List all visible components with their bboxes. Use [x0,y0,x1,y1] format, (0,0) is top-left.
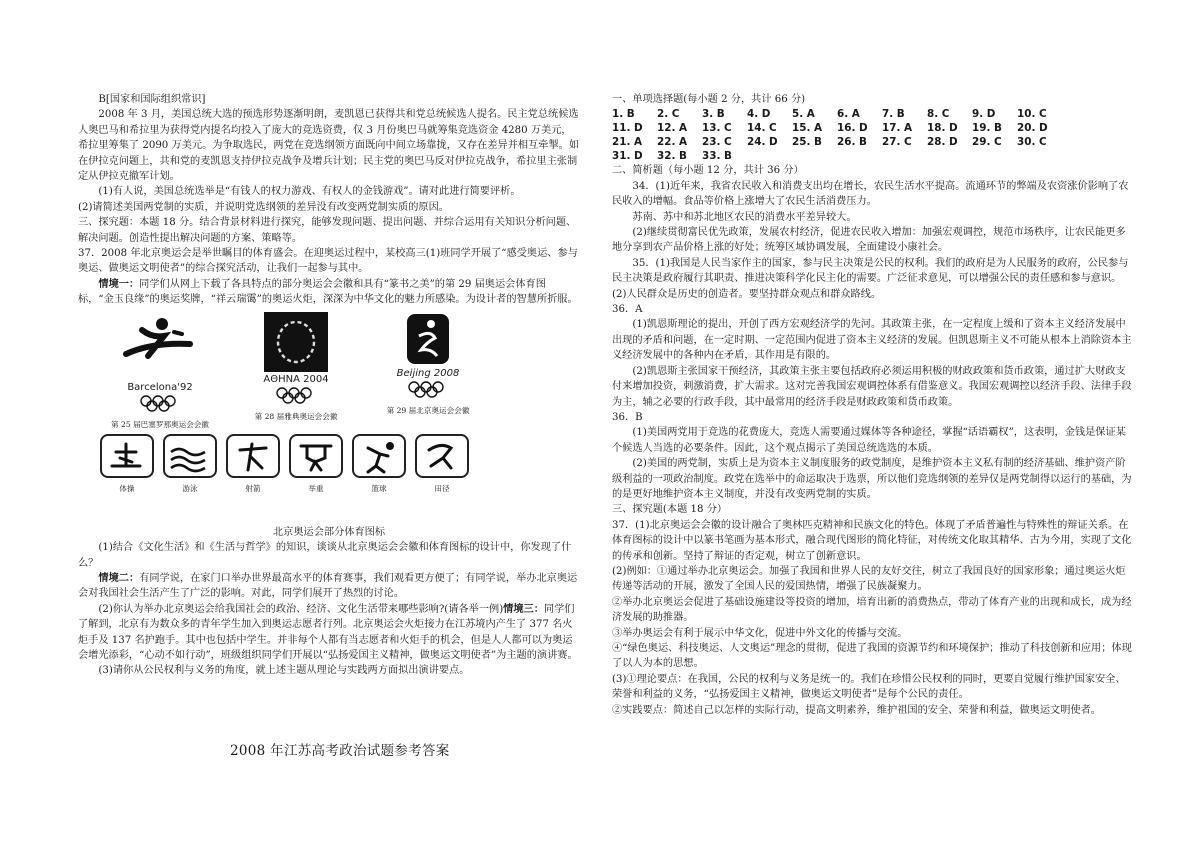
gymnastics-icon [102,436,152,476]
answer-table [612,107,1062,163]
swimming-pictogram [163,434,217,496]
question-37: 37．2008 年北京奥运会是举世瞩目的体育盛会。在迎奥运过程中，某校高三(1)班同学开展了“感受奥运、参与奥运、做奥运文明使者”的综合探究活动，让我们一起参与其中。 [78,248,578,275]
answer-cell: 14. C [747,122,777,135]
answer-36b-heading: 36．B [612,411,643,423]
answer-row [612,135,1062,149]
answer-cell: 12. A [657,122,688,135]
answer-36b-1: (1)美国两党用于竞选的花费庞大，竞选人需要通过媒体等各种途径，掌握“话语霸权”，这表明，金钱是保证某个候选人当选的必要条件。因此，这个观点揭示了美国总统选选的本质。 [612,427,1126,454]
athens-logo [236,312,356,425]
answer-cell: 32. B [657,150,687,163]
answer-cell: 4. D [747,108,771,121]
weightlifting-icon [291,436,341,476]
answer-cell: 13. C [702,122,732,135]
scene-1-label: 情境一： [98,277,140,290]
athletics-pictogram [415,434,469,496]
question-37-2 [78,602,580,664]
answer-36a-2: (2)凯恩斯主张国家干预经济，其政策主张主要包括政府必须运用积极的财政政策和货币政策，通过扩大财政支付来增加投资，刺激消费，扩大需求。这对完善我国宏观调控体系有借鉴意义。我国宏观调控以经济手段、法律手段为主，辅之必要的行政手段，其中最常用的经济手段是财政政策和货币政策。 [612,365,1132,408]
section-1-heading: 一、单项选择题(每小题 2 分，共计 66 分) [612,94,806,105]
basketball-pictogram [352,434,406,496]
answer-cell: 19. B [972,122,1002,135]
athens-caption: 第 28 届雅典奥运会会徽 [254,412,338,422]
scene-1 [78,277,580,308]
answer-37-2d: ④“绿色奥运、科技奥运、人文奥运”理念的贯彻，促进了我国的资源节约和环境保护；推动了科技创新和应用；体现了以人为本的思想。 [612,643,1132,670]
olympic-figure [78,312,580,517]
answer-cell: 22. A [657,136,688,149]
material-paragraph: 2008 年 3 月，美国总统大选的预选形势逐渐明朗，麦凯恩已获得共和党总统候选人提名。民主党总统候选人奥巴马和希拉里为获得党内提名均投入了庞大的竞选资费，仅 3 月份奥巴马就筹集竞选资金 4280 万美元，希拉里筹集了 2090 万美元。为争取选民，两党在竞选纲领方面既向中间立场靠拢，又存在差异并相互牵掣。如在伊拉克问题上，共和党的麦凯恩支持伊拉克战争及增兵计划；民主党的奥巴马反对伊拉克战争，希拉里主张制定从伊拉克撤军计划。 [78,109,580,183]
left-column [78,92,580,679]
answer-cell: 17. A [882,122,913,135]
scene-2-label: 情境二： [98,571,140,584]
right-column [612,92,1134,718]
answer-cell: 26. B [837,136,867,149]
answer-36b-2: (2)美国的两党制，实质上是为资本主义制度服务的政党制度，是维护资本主义私有制的经济基础、维护资产阶级利益的一项政治制度。政党在选举中的命运取决于选票，所以他们竞选纲领的差异仅是两党制得以运行的基础，为的是更好地维护资本主义制度，并没有改变两党制的实质。 [612,458,1132,500]
scene-3-label: 情境三： [503,602,544,615]
answer-34-1b: 苏南、苏中和苏北地区农民的消费水平差异较大。 [632,211,857,223]
answer-37-2b: ②举办北京奥运会促进了基础设施建设等投资的增加，培育出新的消费热点，带动了体育产业的出现和成长，成为经济发展的助推器。 [612,596,1132,624]
olympic-rings-icon [406,381,450,399]
answer-34-2: (2)继续贯彻富民优先政策，发展农村经济，促进农民收入增加：加强宏观调控，规范市场秩序，让农民能更多地分享到农产品价格上涨的好处；统筹区域协调发展，全面建设小康社会。 [612,227,1126,254]
athens-wreath-icon [264,312,328,372]
question-2: (2)请简述美国两党制的实质，并说明党选纲领的差异没有改变两党制实质的原因。 [78,201,449,213]
answer-37-2c: ③举办奥运会有利于展示中华文化，促进中外文化的传播与交流。 [612,627,908,639]
answer-37-3b: ②实践要点：简述自己以怎样的实际行动，提高文明素养，维护祖国的安全、荣誉和利益，做奥运文明使者。 [612,704,1101,716]
answer-cell: 31. D [612,150,643,163]
answer-cell: 29. C [972,136,1002,149]
answer-cell: 28. D [927,136,958,149]
weightlifting-pictogram [289,434,343,496]
barcelona-mark: Barcelona'92 [127,381,193,393]
answer-row [612,121,1062,135]
archery-pictogram [226,434,280,496]
athens-mark: AΘHNA 2004 [263,373,329,385]
answer-37-2: (2)例如：①通过举办北京奥运会。加强了我国和世界人民的友好交往，树立了我国良好的国家形象；通过奥运火炬传递等活动的开展，激发了全国人民的爱国热情，增强了民族凝聚力。 [612,565,1126,593]
answer-cell: 24. D [747,136,778,149]
answer-35-2: (2)人民群众是历史的创造者。要坚持群众观点和群众路线。 [612,288,882,300]
gymnastics-label: 体操 [119,483,135,493]
answer-cell: 33. B [702,150,732,163]
answer-34-1: 34．(1)近年来，我省农民收入和消费支出均在增长，农民生活水平提高。流通环节的弊端及农资涨价影响了农民收入的增幅。食品等价格上涨增大了农民生活消费压力。 [612,180,1129,208]
answer-35-1: 35．(1)我国是人民当家作主的国家，参与民主决策是公民的权利。我们的政府是为人民服务的政府，公民参与民主决策是政府履行其职责、推进决策科学化民主化的需要。广泛征求意见，可以增强公民的责任感和参与意识。 [612,257,1129,285]
scene-3-text: 同学们了解到，北京有为数众多的青年学生加入到奥运志愿者行列。北京奥运会火炬接力在江苏境内产生了 377 名火炬手及 137 名护跑手。其中也包括中学生。并非每个人都有当志愿者和火炬手的机会，但是人人都可以为奥运会增光添彩，“心动不如行动”，班级组织同学们开展以“弘扬爱国主义精神，做奥运文明使者”为主题的演讲赛。 [78,603,578,661]
answer-cell: 11. D [612,122,643,135]
section-3-heading: 三、探究题：本题 18 分。结合背景材料进行探究，能够发现问题、提出问题、并综合运用有关知识分析问题、解决问题。创造性提出解决问题的方案、策略等。 [78,217,577,244]
scene-1-text: 同学们从网上下载了各具特点的部分奥运会会徽和具有“篆书之美”的第 29 届奥运会体育图标，“金玉良缘”的奥运奖牌，“祥云瑞霭”的奥运火炬，深深为中华文化的魅力所感染。为设计者的智慧所折服。 [78,278,578,306]
beijing-caption: 第 29 届北京奥运会会徽 [386,406,470,416]
archery-icon [228,436,278,476]
section-b-heading: B[国家和国际组织常识] [98,94,206,105]
olympic-rings-icon [274,387,318,405]
beijing-mark: Beijing 2008 [396,367,460,379]
answer-cell: 2. C [657,108,680,121]
answer-cell: 3. B [702,108,725,121]
answer-cell: 7. B [882,108,905,121]
answer-cell: 16. D [837,122,868,135]
answer-cell: 18. D [927,122,958,135]
answer-cell: 25. B [792,136,822,149]
answer-cell: 23. C [702,136,732,149]
barcelona-logo [100,312,220,433]
answer-cell: 20. D [1017,122,1048,135]
answer-cell: 9. D [972,108,996,121]
answer-cell: 1. B [612,108,635,121]
archery-label: 射箭 [245,483,261,493]
question-37-2-text: (2)你认为举办北京奥运会给我国社会的政治、经济、文化生活带来哪些影响?(请各举一例) [98,603,504,615]
scene-2 [78,571,580,602]
beijing-logo [368,312,488,419]
answer-row [612,107,1062,121]
athletics-icon [417,436,467,476]
answer-37-1: 37．(1)北京奥运会会徽的设计融合了奥林匹克精神和民族文化的特色。体现了矛盾普遍性与特殊性的辩证关系。在体育图标的设计中以篆书笔画为基本形式，融合现代图形的简化特征，对传统文化取其精华、古为今用，实现了文化的传承和创新。坚持了辩证的否定观，树立了创新意识。 [612,519,1132,562]
answer-cell: 30. C [1017,136,1047,149]
answer-cell: 6. A [837,108,860,121]
answer-37-3: (3)①理论要点：在我国，公民的权利与义务是统一的。我们在珍惜公民权利的同时，更要自觉履行维护国家安全、荣誉和利益的义务，“弘扬爱国主义精神，做奥运文明使者”是每个公民的责任。 [612,673,1126,701]
question-37-3: (3)请你从公民权利与义务的角度，就上述主题从理论与实践两方面拟出演讲要点。 [98,665,470,677]
answer-cell: 21. A [612,136,643,149]
answer-cell: 5. A [792,108,815,121]
barcelona-emblem-icon [112,312,208,380]
swimming-icon [165,436,215,476]
answer-36a-1: (1)凯恩斯理论的提出，开创了西方宏观经济学的先河。其政策主张，在一定程度上缓和了资本主义经济发展中出现的矛盾和问题，在一定时期、一定范围内促进了资本主义经济的发展。但凯恩斯主义不可能从根本上消除资本主义经济发展中的各种内在矛盾，其作用是有限的。 [612,319,1132,362]
scene-2-text: 有同学说，在家门口举办世界最高水平的体育赛事，我们观看更方便了；有同学说，举办北京奥运会对我国社会生活产生了广泛的影响。对此，同学们展开了热烈的讨论。 [78,572,578,600]
question-1: (1)有人说，美国总统选举是“有钱人的权力游戏、有权人的金钱游戏”。请对此进行简要评析。 [98,186,521,198]
barcelona-caption: 第 25 届巴塞罗那奥运会会徽 [110,420,210,430]
question-37-1: (1)结合《文化生活》和《生活与哲学》的知识，谈谈从北京奥运会会徽和体育图标的设计中，你发现了什么？ [78,542,572,569]
weightlifting-label: 举重 [308,483,324,493]
answer-row [612,149,1062,163]
document-title: 2008 年江苏高考政治试题参考答案 [230,743,450,759]
figure-caption: 北京奥运会部分体育图标 [272,526,386,538]
basketball-label: 篮球 [371,483,387,493]
answer-cell: 27. C [882,136,912,149]
answer-cell: 8. C [927,108,950,121]
athletics-label: 田径 [434,483,450,493]
beijing-seal-icon [405,312,451,366]
olympic-rings-icon [138,395,182,413]
answer-cell: 15. A [792,122,823,135]
section-2-heading: 二、简析题（每小题 12 分，共计 36 分） [612,165,804,177]
answer-cell: 10. C [1017,108,1047,121]
section-3-answer-heading: 三、探究题(本题 18 分） [612,504,728,516]
swimming-label: 游泳 [182,483,198,493]
gymnastics-pictogram [100,434,154,496]
answer-36a-heading: 36．A [612,304,643,316]
basketball-icon [354,436,404,476]
